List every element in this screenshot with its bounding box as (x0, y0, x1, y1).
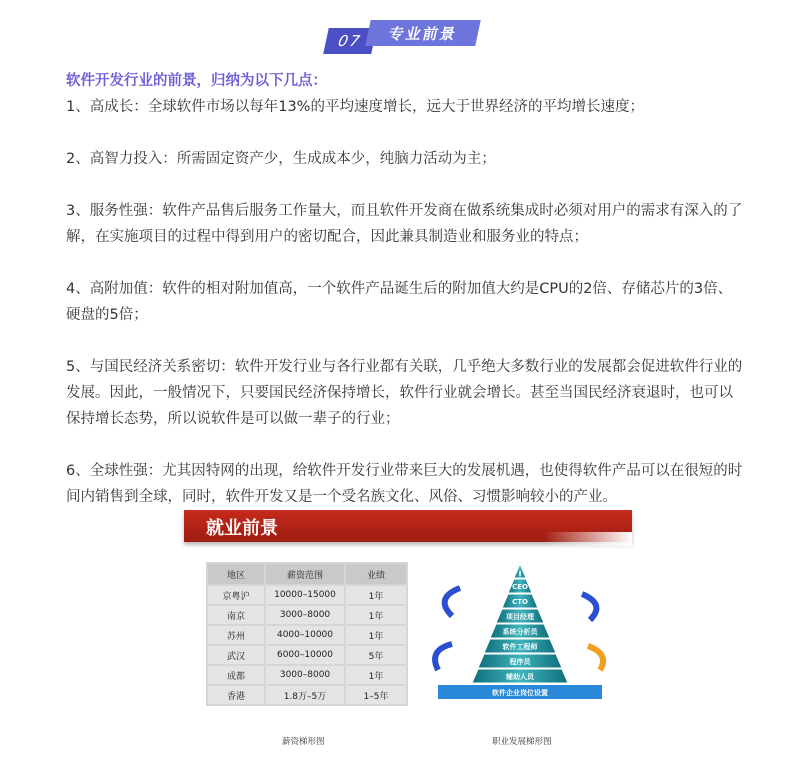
pyramid-base-label: 软件企业岗位设置 (492, 689, 548, 697)
table-cell: 3000–8000 (266, 666, 344, 684)
section-title: 专业前景 (365, 20, 481, 46)
table-cell: 1–5年 (346, 686, 406, 704)
banner-fade (544, 532, 632, 546)
table-cell: 6000–10000 (266, 646, 344, 664)
pyramid-label: I (518, 570, 522, 578)
point-6: 6、全球性强：尤其因特网的出现，给软件开发行业带来巨大的发展机遇，也使得软件产品可以在很短的时间内销售到全球，同时，软件开发又是一个受名族文化、风俗、习惯影响较小的产业。 (66, 463, 743, 505)
pyramid-label: 项目经理 (506, 613, 534, 621)
table-cell: 武汉 (208, 646, 264, 664)
table-row (208, 646, 406, 664)
pyramid-label: 辅助人员 (506, 673, 534, 681)
table-cell: 3000–8000 (266, 606, 344, 624)
table-cell: 京粤沪 (208, 586, 264, 604)
point-5: 5、与国民经济关系密切：软件开发行业与各行业都有关联，几乎绝大多数行业的发展都会促进软件行业的发展。因此，一般情况下，只要国民经济保持增长，软件行业就会增长。甚至当国民经济衰退时，也可以保持增长态势，所以说软件是可以做一辈子的行业； (66, 359, 743, 427)
table-row (208, 686, 406, 704)
pyramid-caption: 职业发展梯形图 (492, 737, 552, 747)
prospect-banner-title: 就业前景 (206, 518, 278, 539)
table-cell: 10000–15000 (266, 586, 344, 604)
section-badge (326, 18, 486, 56)
pyramid-label: CTO (512, 598, 528, 606)
table-cell: 苏州 (208, 626, 264, 644)
pyramid-label: CEO (512, 583, 528, 591)
table-cell: 5年 (346, 646, 406, 664)
point-4: 4、高附加值：软件的相对附加值高，一个软件产品诞生后的附加值大约是CPU的2倍、存储芯片的3倍、硬盘的5倍； (66, 281, 733, 323)
table-cell: 南京 (208, 606, 264, 624)
arrow-icon (435, 644, 452, 670)
table-cell: 成都 (208, 666, 264, 684)
pyramid-label: 系统分析员 (502, 628, 538, 636)
table-row (208, 606, 406, 624)
table-row (208, 586, 406, 604)
arrow-icon (445, 588, 460, 616)
table-header-cell: 薪资范围 (266, 564, 344, 584)
section-number: 07 (323, 28, 377, 54)
pyramid-label: 程序员 (509, 658, 531, 666)
salary-table (206, 562, 408, 706)
table-cell: 1年 (346, 586, 406, 604)
table-cell: 1年 (346, 606, 406, 624)
table-cell: 1年 (346, 626, 406, 644)
table-header-row (208, 564, 406, 584)
table-cell: 1.8万–5万 (266, 686, 344, 704)
salary-caption: 薪资梯形图 (282, 737, 325, 747)
article-body (66, 68, 746, 536)
point-1: 1、高成长：全球软件市场以每年13%的平均速度增长，远大于世界经济的平均增长速度； (66, 99, 644, 115)
lead-text: 软件开发行业的前景，归纳为以下几点： (66, 73, 327, 89)
table-row (208, 666, 406, 684)
table-cell: 1年 (346, 666, 406, 684)
point-2: 2、高智力投入：所需固定资产少，生成成本少，纯脑力活动为主； (66, 151, 496, 167)
career-prospect-image (184, 510, 632, 760)
table-row (208, 626, 406, 644)
pyramid-label: 软件工程师 (502, 643, 538, 651)
point-3: 3、服务性强：软件产品售后服务工作量大，而且软件开发商在做系统集成时必须对用户的需求有深入的了解，在实施项目的过程中得到用户的密切配合，因此兼具制造业和服务业的特点； (66, 203, 743, 245)
table-cell: 香港 (208, 686, 264, 704)
table-header-cell: 业绩 (346, 564, 406, 584)
arrow-icon (582, 594, 596, 620)
table-header-cell: 地区 (208, 564, 264, 584)
table-cell: 4000–10000 (266, 626, 344, 644)
career-pyramid (430, 558, 610, 728)
arrow-icon (588, 646, 603, 670)
